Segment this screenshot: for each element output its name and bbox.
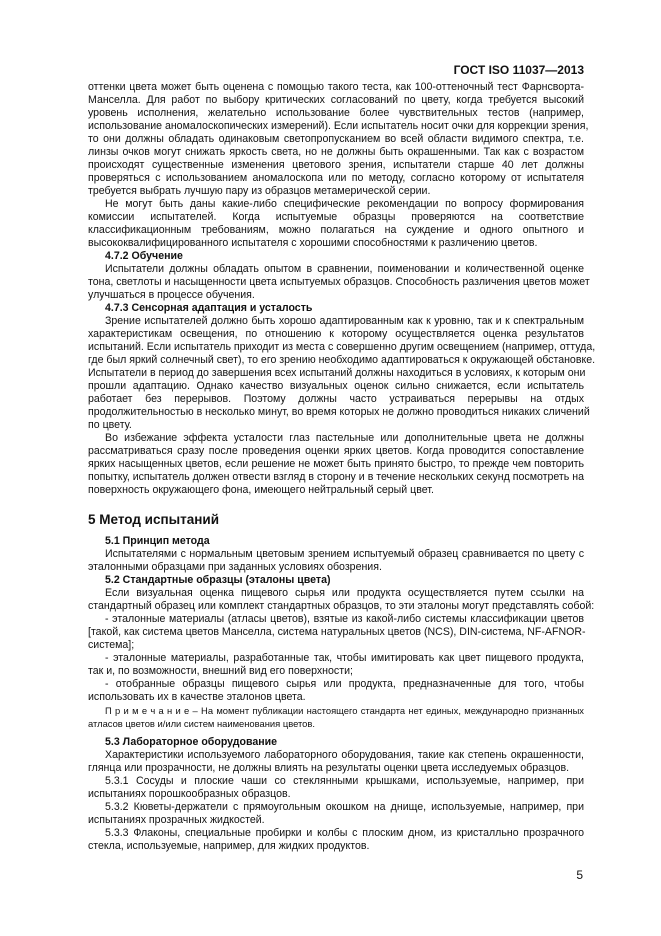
text-line: по цвету.: [88, 419, 132, 431]
text-line: то они должны обладать одинаковым светопропусканием во всей области видимого спектра, т.е.: [88, 133, 584, 145]
subsection-heading: [88, 574, 584, 587]
text-line: - отобранные образцы пищевого сырья или продукта, предназначенные для того, чтобы: [105, 678, 584, 690]
text-line: Характеристики используемого лабораторного оборудования, такие как степень окрашенности,: [105, 749, 584, 761]
text-line: стандартный образец или комплект стандартных образцов, то эти эталоны могут представлять собой:: [88, 600, 595, 612]
text-line: оттенки цвета может быть оценена с помощью такого теста, как 100-оттеночный тест Фарнсворта-: [88, 81, 584, 93]
heading-text: 4.7.3 Сенсорная адаптация и усталость: [105, 302, 313, 314]
heading-text: 5 Метод испытаний: [88, 512, 220, 527]
heading-text: 5.2 Стандартные образцы (эталоны цвета): [105, 574, 331, 586]
paragraph: [88, 749, 584, 775]
heading-text: 4.7.2 Обучение: [105, 250, 183, 262]
text-line: Испытатели должны обладать опытом в сравнении, поименовании и количественной оценке: [105, 263, 584, 275]
text-line: так и, по возможности, внешний вид его поверхности;: [88, 665, 353, 677]
text-line: требуется выбрать лучшую пару из образцов метамерической серии.: [88, 185, 431, 197]
section-heading: [88, 511, 584, 529]
text-line: 5.3.1 Сосуды и плоские чаши со стеклянными крышками, используемые, например, при: [105, 775, 584, 787]
text-line: улучшаться в процессе обучения.: [88, 289, 255, 301]
text-line: 5.3.3 Флаконы, специальные пробирки и колбы с плоским дном, из кристалльно прозрачного: [105, 827, 584, 839]
text-line: глянца или прозрачности, не должны влиять на результаты оценки цвета исследуемых образцов.: [88, 762, 570, 774]
paragraph: [88, 432, 584, 497]
text-line: Испытателями с нормальным цветовым зрением испытуемый образец сравнивается по цвету с: [105, 548, 584, 560]
text-line: система];: [88, 639, 135, 651]
text-line: поверхность окружающего фона, имеющего нейтральный серый цвет.: [88, 484, 434, 496]
text-line: - эталонные материалы, разработанные так, чтобы имитировать как цвет пищевого продукта,: [105, 652, 584, 664]
paragraph: [88, 81, 589, 198]
text-line: линзы очков могут снижать яркость света, но не должны быть окрашенными. Так как с возрастом: [88, 146, 584, 158]
text-line: 5.3.2 Кюветы-держатели с прямоугольным окошком на днище, используемые, например, при: [105, 801, 584, 813]
text-line: Если визуальная оценка пищевого сырья или продукта осуществляется путем ссылки на: [105, 587, 584, 599]
text-line: ярких насыщенных цветов, если решение не может быть принято быстро, то прежде чем повторить: [88, 458, 584, 470]
subsection-heading: [88, 250, 584, 263]
paragraph: [88, 827, 584, 853]
paragraph: [88, 801, 584, 827]
text-line: испытаний. Если испытатель приходит из места с совершенно другим освещением (например, оттуда,: [88, 341, 596, 353]
paragraph: [88, 587, 595, 613]
text-line: испытаниях прозрачных жидкостей.: [88, 814, 265, 826]
text-line: - эталонные материалы (атласы цветов), взятые из какой-либо системы классификации цветов: [105, 613, 584, 625]
paragraph: [88, 652, 584, 678]
text-line: Зрение испытателей должно быть хорошо адаптированным как к уровню, так и к спектральным: [105, 315, 584, 327]
text-line: происходят существенные изменения цветового зрения, испытатели старше 40 лет должны: [88, 159, 584, 171]
paragraph: [88, 548, 584, 574]
paragraph: [88, 198, 584, 250]
text-line: эталонными образцами при заданных условиях обозрения.: [88, 561, 382, 573]
text-line: работает без перерывов. Поэтому должны часто устраиваться перерывы на отдых: [88, 393, 584, 405]
paragraph: [88, 678, 584, 704]
document-header: ГОСТ ISO 11037—2013: [453, 63, 584, 77]
text-line: прошли адаптацию. Однако качество визуальных оценок сильно снижается, если испытатель: [88, 380, 584, 392]
text-line: использовать их в качестве эталонов цвета.: [88, 691, 306, 703]
text-line: Манселла. Для работ по выбору критических согласований по цвету, когда требуется высокий: [88, 94, 584, 106]
paragraph: [88, 263, 590, 302]
paragraph: [88, 315, 596, 432]
text-line: испытаниях порошкообразных образцов.: [88, 788, 291, 800]
subsection-heading: [88, 302, 584, 315]
heading-text: 5.1 Принцип метода: [105, 535, 210, 547]
text-line: уровень исполнения, желательно использование более чувствительных тестов (например,: [88, 107, 584, 119]
paragraph: [88, 613, 584, 652]
heading-text: 5.3 Лабораторное оборудование: [105, 736, 278, 748]
text-line: попытку, испытатель должен отвести взгляд в сторону и в течение нескольких секунд посмотреть на: [88, 471, 584, 483]
text-line: где был яркий солнечный свет), то его зрению необходимо адаптироваться к окружающей обстановке.: [88, 354, 596, 366]
subsection-heading: [88, 535, 584, 548]
text-line: тона, светлоты и насыщенности цвета испытуемых образцов. Способность различения цветов может: [88, 276, 590, 288]
page-number: 5: [576, 868, 583, 882]
document-body: [88, 81, 596, 853]
text-line: [такой, как система цветов Манселла, система натуральных цветов (NCS), DIN-система, NF-AFNOR-: [88, 626, 586, 638]
note: [88, 704, 584, 730]
text-line: продолжительностью в несколько минут, во время которых не должно проводиться никаких сличений: [88, 406, 590, 418]
text-line: использование аномалоскопических измерений). Если испытатель носит очки для коррекции зрения,: [88, 120, 589, 132]
text-line: Не могут быть даны какие-либо специфические рекомендации по вопросу формирования: [105, 198, 584, 210]
subsection-heading: [88, 736, 584, 749]
text-line: проверяться с использованием аномалоскопа или по методу, согласно которому от испытателя: [88, 172, 584, 184]
text-line: классификационным требованиям, можно полагаться на суждение и одного опытного и: [88, 224, 584, 236]
text-line: П р и м е ч а н и е – На момент публикации настоящего стандарта нет единых, международно признанных: [105, 705, 584, 716]
text-line: Во избежание эффекта усталости глаз пастельные или дополнительные цвета не должны: [105, 432, 584, 444]
text-line: характеристикам освещения, по отношению к которому осуществляется оценка результатов: [88, 328, 584, 340]
text-line: стекла, используемые, например, для жидких продуктов.: [88, 840, 370, 852]
text-line: рассматриваться сразу после проведения оценки ярких цветов. Когда проводится сопоставление: [88, 445, 584, 457]
text-line: высококвалифицированного испытателя с хорошими способностями к различению цветов.: [88, 237, 538, 249]
text-line: Испытатели в период до завершения всех испытаний должны находиться в условиях, к которым они: [88, 367, 586, 379]
text-line: комиссии испытателей. Когда испытуемые образцы проверяются на соответствие: [88, 211, 584, 223]
paragraph: [88, 775, 584, 801]
text-line: атласов цветов и/или систем наименования цветов.: [88, 718, 315, 729]
